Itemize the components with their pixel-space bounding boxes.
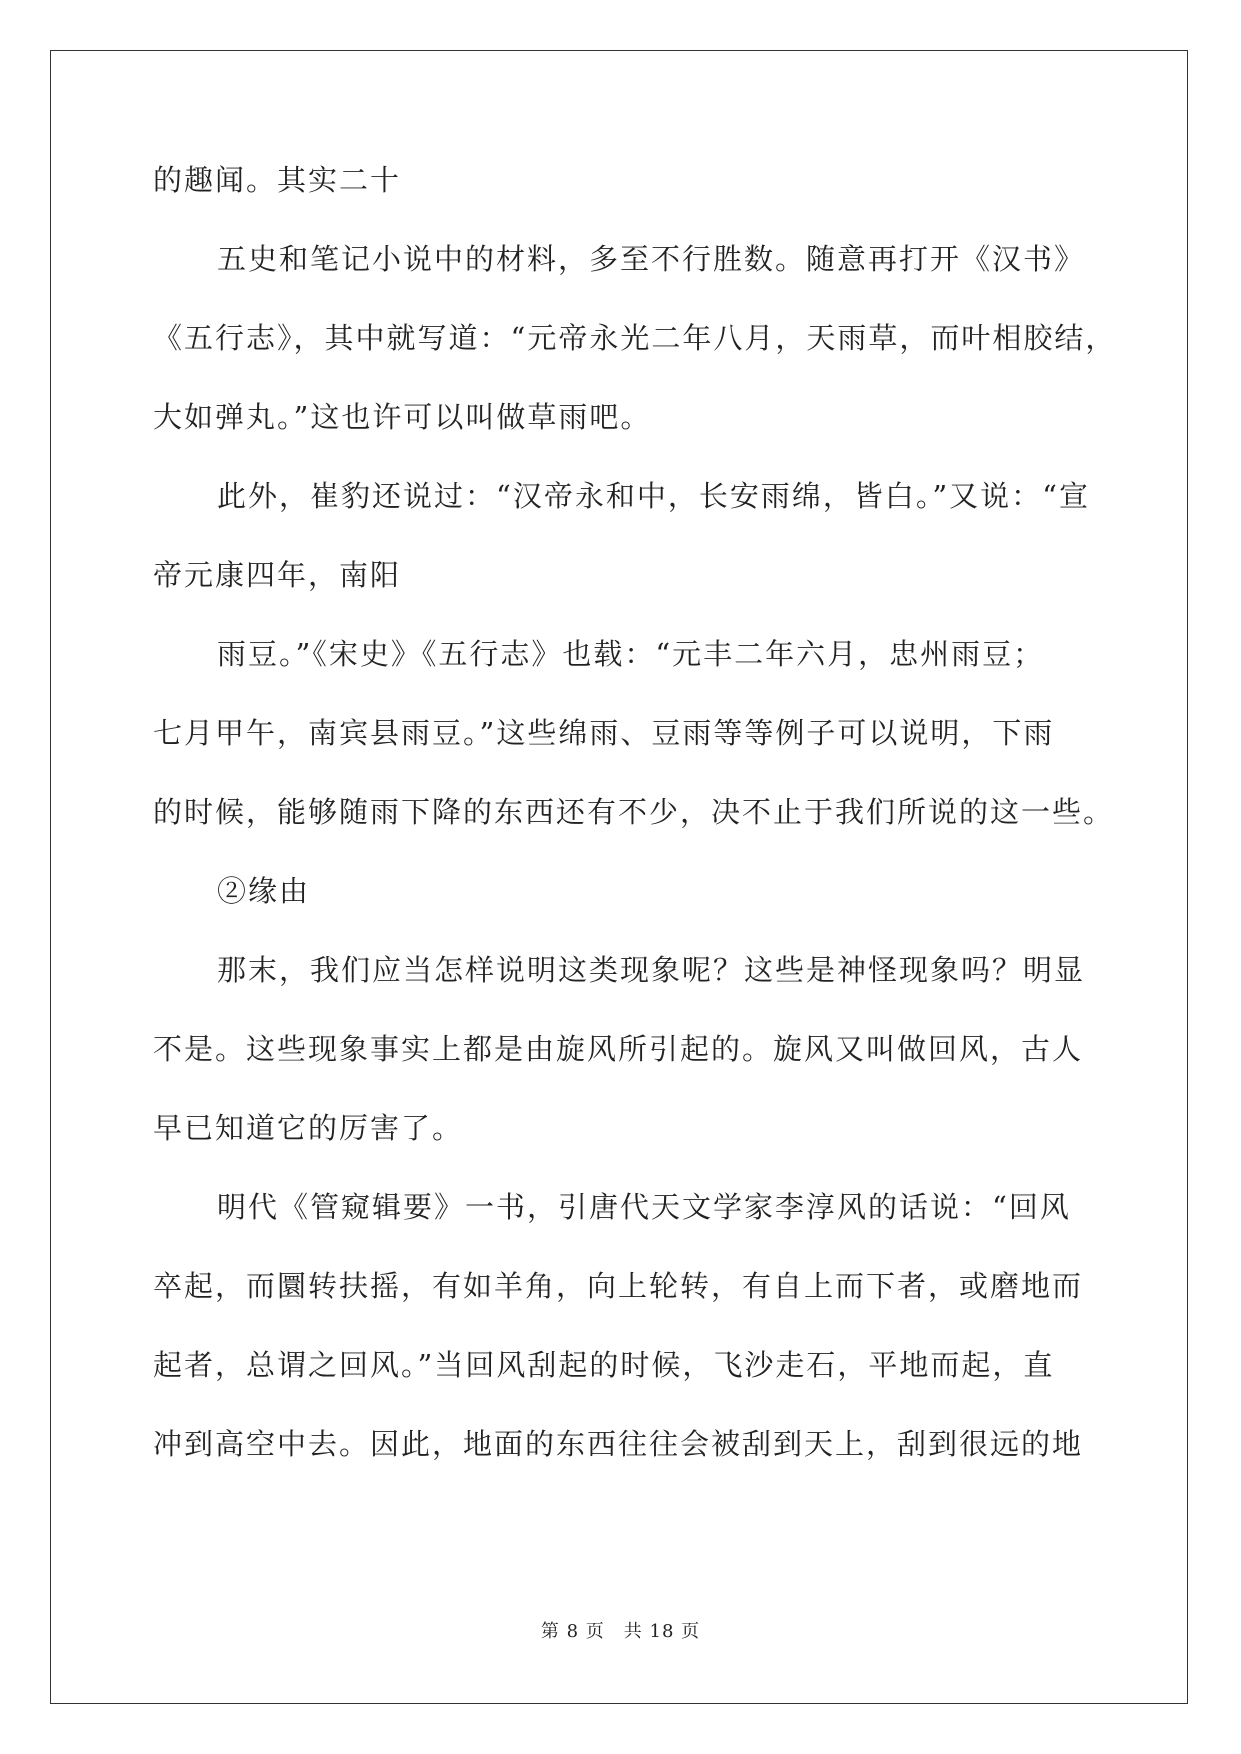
text-line: 冲到高空中去。因此，地面的东西往往会被刮到天上，刮到很远的地 (153, 1427, 1084, 1461)
text-line: 此外，崔豹还说过：“汉帝永和中，长安雨绵，皆白。”又说：“宣 (217, 479, 1090, 513)
text-line: 五史和笔记小说中的材料，多至不行胜数。随意再打开《汉书》 (217, 242, 1086, 276)
text-line: 不是。这些现象事实上都是由旋风所引起的。旋风又叫做回风，古人 (153, 1032, 1084, 1066)
text-line: 早已知道它的厉害了。 (153, 1111, 464, 1145)
text-line: 起者，总谓之回风。”当回风刮起的时候，飞沙走石，平地而起，直 (153, 1348, 1055, 1382)
text-line: 的趣闻。其实二十 (153, 163, 402, 197)
text-line: 的时候，能够随雨下降的东西还有不少，决不止于我们所说的这一些。 (153, 795, 1115, 829)
section-heading: ②缘由 (217, 874, 311, 908)
text-line: 那末，我们应当怎样说明这类现象呢？这些是神怪现象吗？明显 (217, 953, 1086, 987)
document-body (153, 160, 1117, 1503)
text-line: 卒起，而圜转扶摇，有如羊角，向上轮转，有自上而下者，或磨地而 (153, 1269, 1084, 1303)
text-line: 帝元康四年，南阳 (153, 558, 402, 592)
text-line: 雨豆。”《宋史》《五行志》也载：“元丰二年六月，忠州雨豆； (217, 637, 1045, 671)
page-number-footer: 第 8 页 共 18 页 (540, 1621, 701, 1642)
text-line: 七月甲午，南宾县雨豆。”这些绵雨、豆雨等等例子可以说明，下雨 (153, 716, 1055, 750)
text-line: 《五行志》，其中就写道：“元帝永光二年八月，天雨草，而叶相胶结， (153, 321, 1117, 355)
text-line: 明代《管窥辑要》一书，引唐代天文学家李淳风的话说：“回风 (217, 1190, 1071, 1224)
text-line: 大如弹丸。”这也许可以叫做草雨吧。 (153, 400, 652, 434)
